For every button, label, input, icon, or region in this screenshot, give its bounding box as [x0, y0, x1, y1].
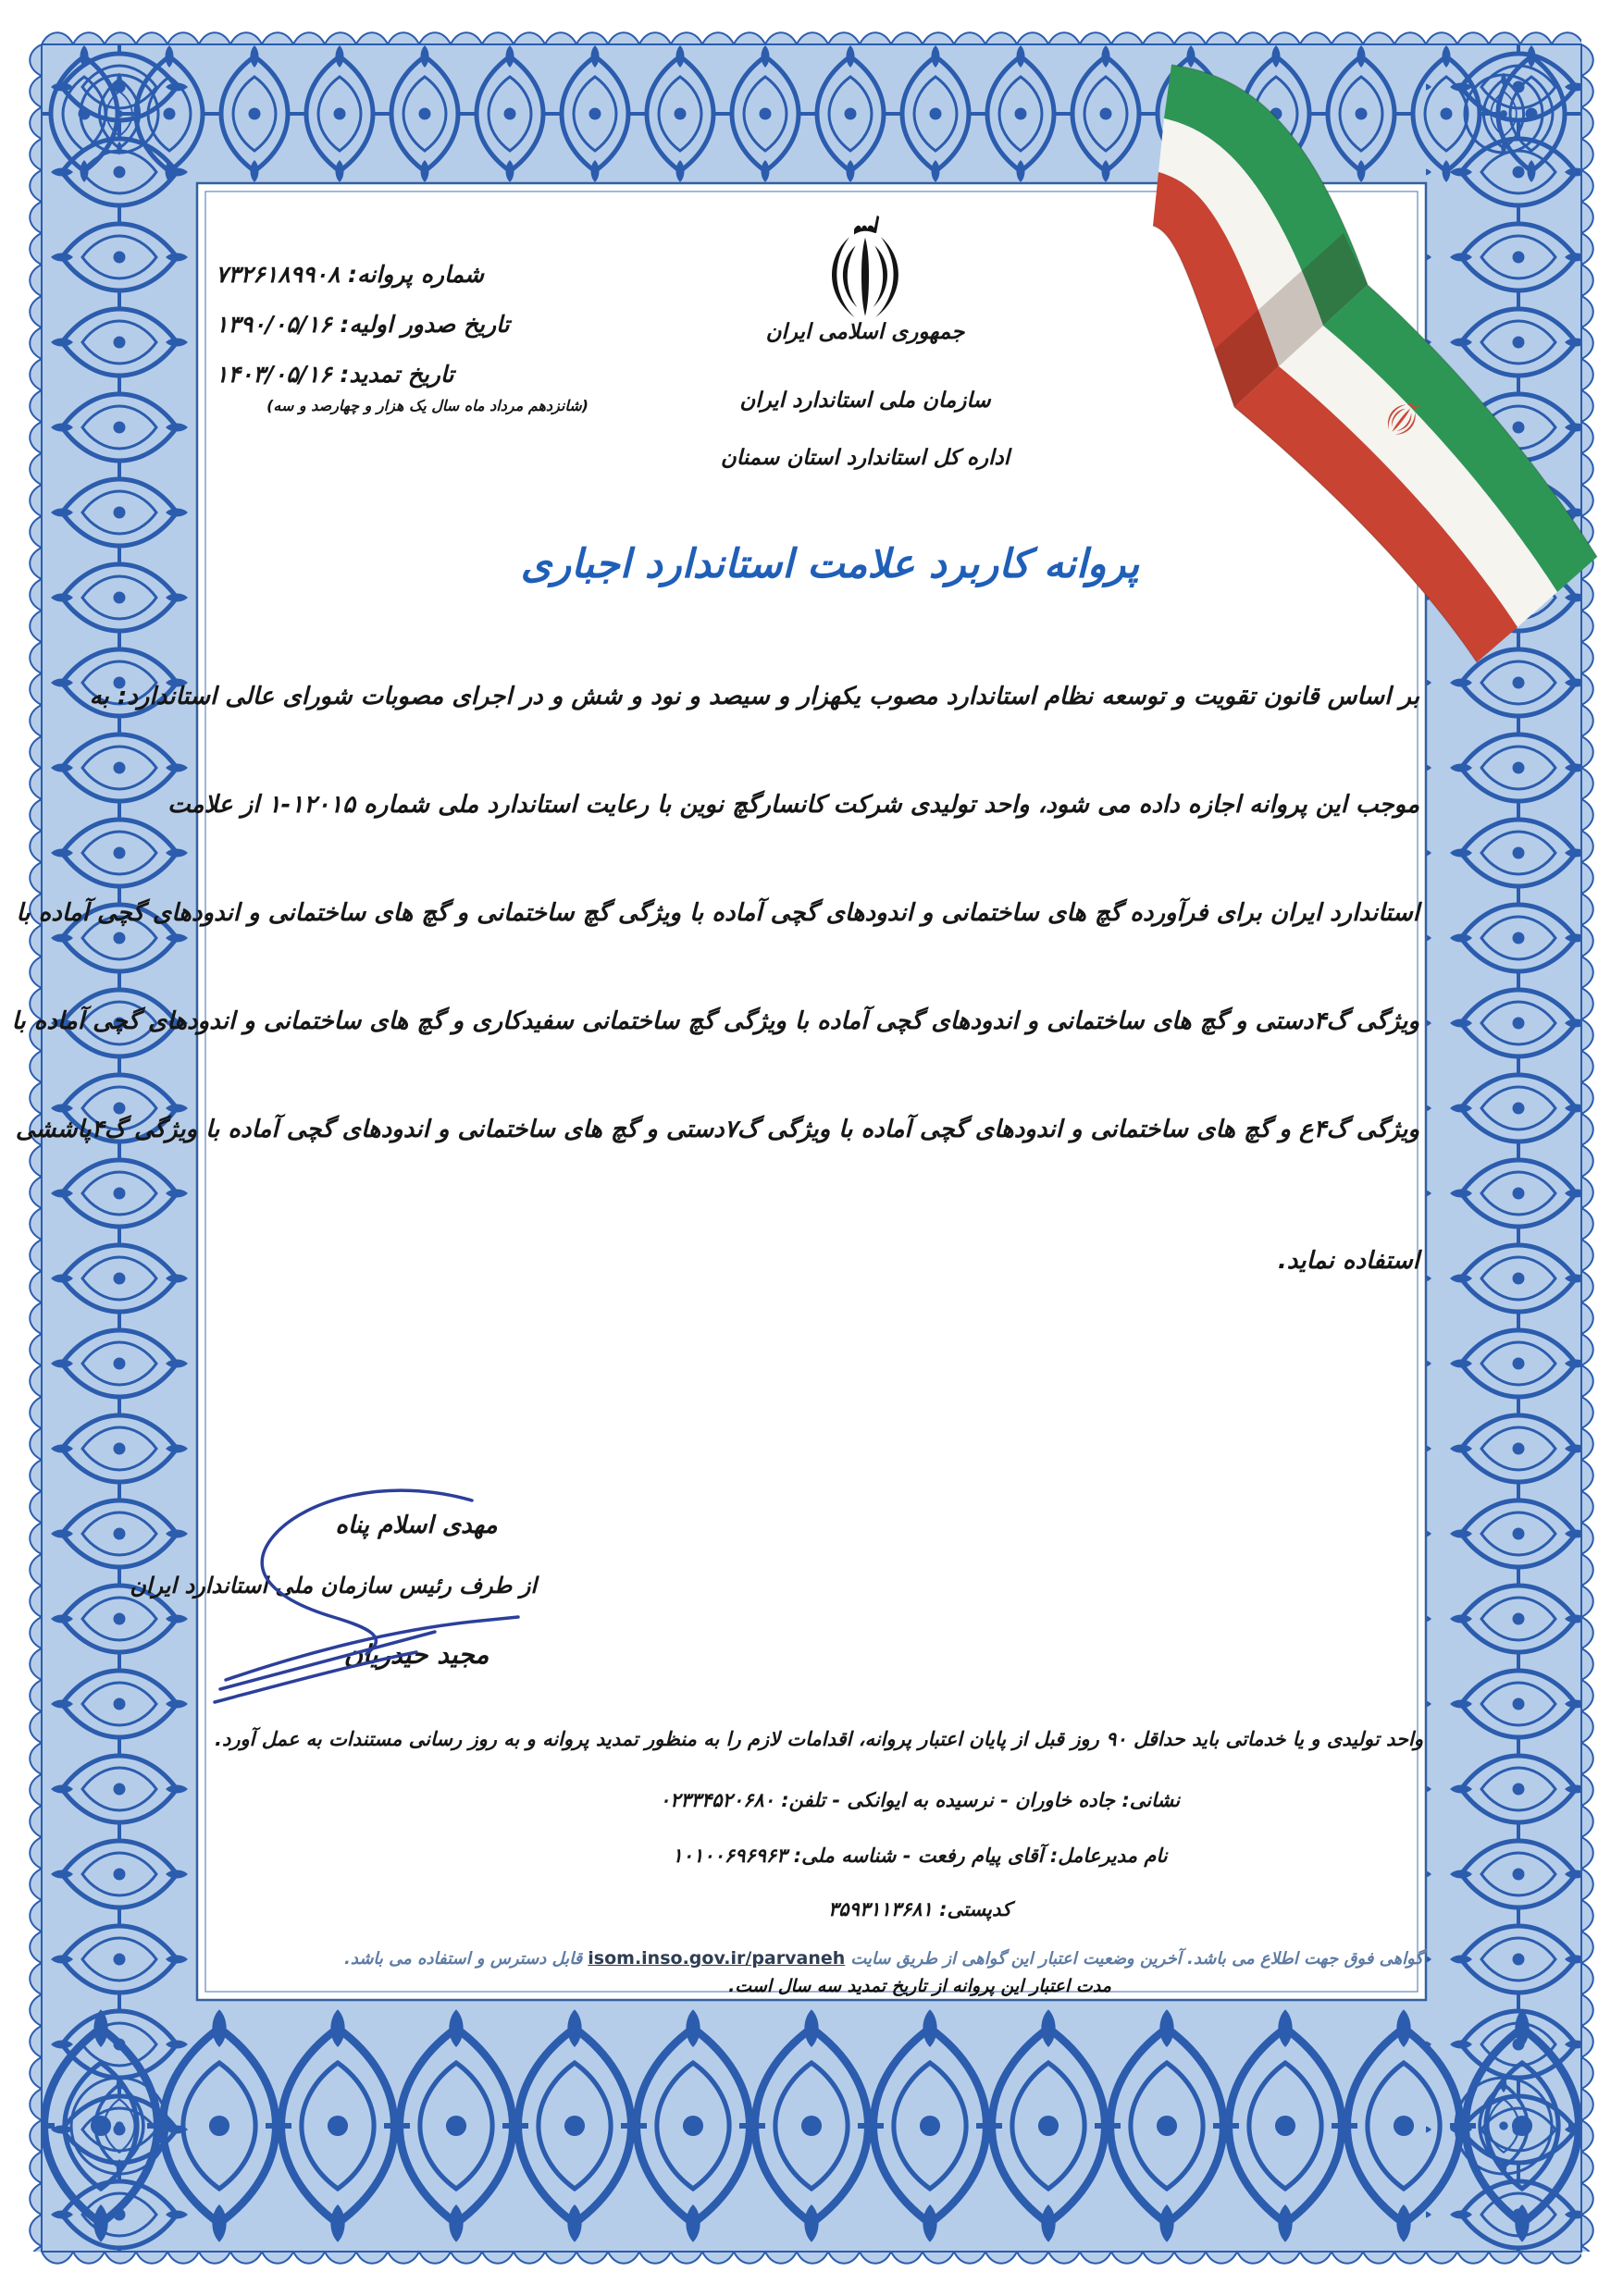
- department-name: اداره کل استاندارد استان سمنان: [720, 446, 1010, 470]
- country-name: جمهوری اسلامی ایران: [765, 320, 965, 344]
- address-line: نشانی: جاده خاوران - نرسیده به ایوانکی - تلفن: ۰۲۳۳۴۵۲۰۶۸۰: [659, 1789, 1181, 1811]
- signature-ink-icon: [130, 1475, 634, 1725]
- footer-block: [215, 1722, 1423, 2028]
- certificate-title: پروانه کاربرد علامت استاندارد اجباری: [520, 541, 1140, 587]
- body-line: استاندارد ایران برای فرآورده گچ های ساختمانی و اندودهای گچی آماده با ویژگی گچ ساختمانی و گچ های ساختمانی و اندودهای گچی آماده با: [16, 899, 1419, 927]
- manager-line: نام مدیرعامل: آقای پیام رفعت - شناسه ملی: ۱۰۱۰۰۶۹۶۹۶۳: [672, 1845, 1168, 1867]
- body-line: موجب این پروانه اجازه داده می شود، واحد تولیدی شرکت کانسارگچ نوین با رعایت استاندارد ملی شماره ۱۲۰۱۵-۱ از علامت: [167, 791, 1419, 819]
- validity-duration: مدت اعتبار این پروانه از تاریخ تمدید سه سال است.: [728, 1976, 1111, 1996]
- validity-note-prefix: گواهی فوق جهت اطلاع می باشد. آخرین وضعیت اعتبار این گواهی از طریق سایت: [850, 1949, 1423, 1969]
- body-line: استفاده نماید.: [1277, 1247, 1419, 1275]
- renewal-date: تاریخ تمدید: ۱۴۰۳/۰۵/۱۶: [216, 361, 454, 388]
- organization-name: سازمان ملی استاندارد ایران: [739, 389, 991, 413]
- body-line: بر اساس قانون تقویت و توسعه نظام استاندارد مصوب یکهزار و سیصد و نود و شش و در اجرای مصوبات شورای عالی استاندارد: به: [89, 683, 1419, 710]
- renewal-notice: واحد تولیدی و یا خدماتی باید حداقل ۹۰ روز قبل از پایان اعتبار پروانه، اقدامات لازم را به منظور تمدید پروانه و به روز رسانی مستندات به عمل آورد.: [215, 1728, 1423, 1750]
- signature-on-behalf: از طرف رئیس سازمان ملی استاندارد ایران: [130, 1573, 537, 1599]
- authority-block: [680, 0, 1050, 500]
- first-issue-date: تاریخ صدور اولیه: ۱۳۹۰/۰۵/۱۶: [216, 311, 510, 338]
- body-line: ویژگی گ۴دستی و گچ های ساختمانی و اندودهای گچی آماده با ویژگی گچ ساختمانی سفیدکاری و گچ های ساختمانی و اندودهای گچی آماده با: [11, 1007, 1419, 1035]
- postal-code-line: کدپستی: ۳۵۹۳۱۱۳۶۸۱: [828, 1898, 1011, 1920]
- license-number: شماره پروانه: ۷۳۲۶۱۸۹۹۰۸: [216, 261, 485, 288]
- signer-name: مجید حیدریان: [343, 1639, 489, 1670]
- validity-note-suffix: قابل دسترس و استفاده می باشد.: [344, 1949, 583, 1969]
- allah-emblem-icon: [819, 211, 911, 329]
- renewal-date-words: (شانزدهم مرداد ماه سال یک هزار و چهارصد و سه): [266, 397, 588, 414]
- body-line: ویژگی گ۴ع و گچ های ساختمانی و اندودهای گچی آماده با ویژگی گ۷دستی و گچ های ساختمانی و اندودهای گچی آماده با ویژگی گ۴پاششی: [15, 1116, 1419, 1143]
- validity-note: [344, 1948, 1423, 1969]
- validity-note-url: isom.inso.gov.ir/parvaneh: [588, 1948, 846, 1969]
- signatory-name: مهدی اسلام پناه: [335, 1512, 498, 1539]
